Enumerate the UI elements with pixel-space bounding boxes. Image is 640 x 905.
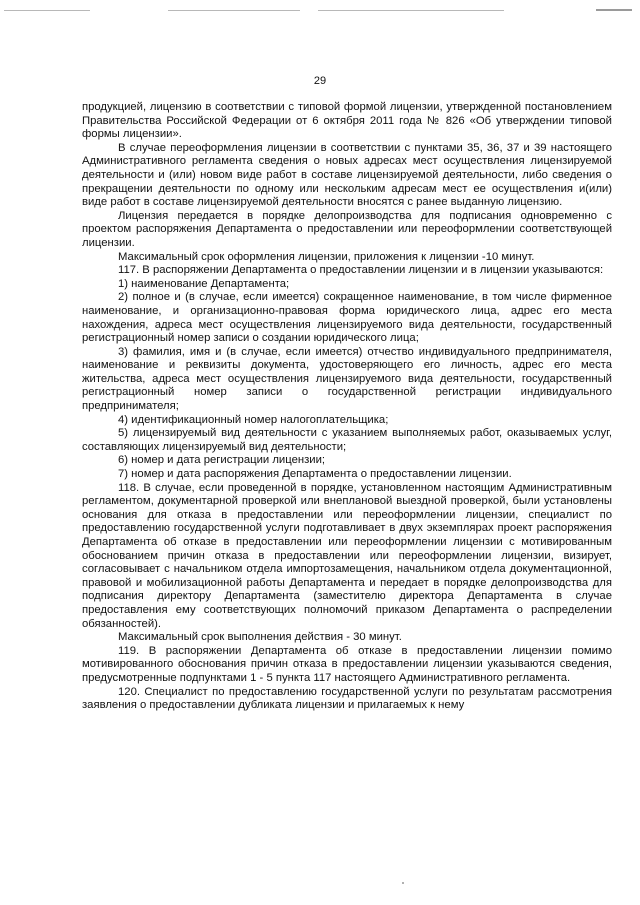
paragraph: 120. Специалист по предоставлению государственной услуги по результатам рассмотрения заявления о предоставлении дубликата лицензии и прилагаемых к нему	[82, 685, 612, 712]
paragraph: 119. В распоряжении Департамента об отказе в предоставлении лицензии помимо мотивированного обоснования причин отказа в предоставлении лицензии указываются сведения, предусмотренные подпунктами 1 - 5 пункта 117 настоящего Административного регламента.	[82, 644, 612, 684]
paragraph: 4) идентификационный номер налогоплательщика;	[118, 413, 389, 426]
scan-speck	[402, 882, 404, 884]
paragraph: 6) номер и дата регистрации лицензии;	[118, 454, 326, 467]
paragraph: 5) лицензируемый вид деятельности с указанием выполняемых работ, оказываемых услуг, составляющих лицензируемый вид деятельности;	[82, 427, 612, 453]
paragraph: 118. В случае, если проведенной в порядке, установленном настоящим Административным регламентом, документарной проверкой или внеплановой выездной проверкой, были установлены основания для отказа в предоставлении или переоформлении лицензии, специалист по предоставлению государственной услуги подготавливает в двух экземплярах проект распоряжения Департамента об отказе в предоставлении или переоформлении лицензии с мотивированным обоснованием причин отказа в предоставлении или переоформлении лицензии, визирует, согласовывает с начальником отдела импортозамещения, начальником отдела документационной, правовой и мобилизационной работы Департамента и передает в порядке делопроизводства для подписания директору Департамента (заместителю директора Департамента в случае предоставления ему соответствующих полномочий приказом Департамента о распределении обязанностей).	[82, 481, 612, 630]
paragraph: Лицензия передается в порядке делопроизводства для подписания одновременно с проектом распоряжения Департамента о предоставлении или переоформлении соответствующей лицензии.	[82, 209, 612, 249]
paragraph: Максимальный срок оформления лицензии, приложения к лицензии -10 минут.	[118, 250, 535, 263]
scan-header-marks	[0, 0, 640, 20]
paragraph: В случае переоформления лицензии в соответствии с пунктами 35, 36, 37 и 39 настоящего Административного регламента сведения о новых адресах мест осуществления лицензируемой деятельности и (или) новом виде работ в составе лицензируемой деятельности, либо сведения о прекращении деятельности по одному или нескольким адресам мест ее осуществления и(или) виде работ в составе лицензируемой деятельности вносятся с ранее выданную лицензию.	[82, 141, 612, 209]
paragraph: 2) полное и (в случае, если имеется) сокращенное наименование, в том числе фирменное наименование, и организационно-правовая форма юридического лица, адрес его места нахождения, адреса мест осуществления лицензируемого вида деятельности, государственный регистрационный номер записи о создании юридического лица;	[82, 291, 612, 345]
paragraph: 117. В распоряжении Департамента о предоставлении лицензии и в лицензии указываются:	[118, 264, 604, 277]
paragraph: 1) наименование Департамента;	[118, 277, 290, 290]
paragraph: продукцией, лицензию в соответствии с типовой формой лицензии, утвержденной постановлением Правительства Российской Федерации от 6 октября 2011 года № 826 «Об утверждении типовой формы лицензии».	[82, 101, 612, 141]
paragraph: 3) фамилия, имя и (в случае, если имеется) отчество индивидуального предпринимателя, наименование и реквизиты документа, удостоверяющего его личность, адрес его места жительства, адреса мест осуществления лицензируемого вида деятельности, государственный регистрационный номер записи о государственной регистрации индивидуального предпринимателя;	[82, 345, 612, 413]
paragraph: Максимальный срок выполнения действия - 30 минут.	[118, 631, 402, 644]
document-body	[82, 101, 612, 713]
page-number: 29	[313, 75, 327, 87]
paragraph: 7) номер и дата распоряжения Департамента о предоставлении лицензии.	[118, 468, 512, 481]
